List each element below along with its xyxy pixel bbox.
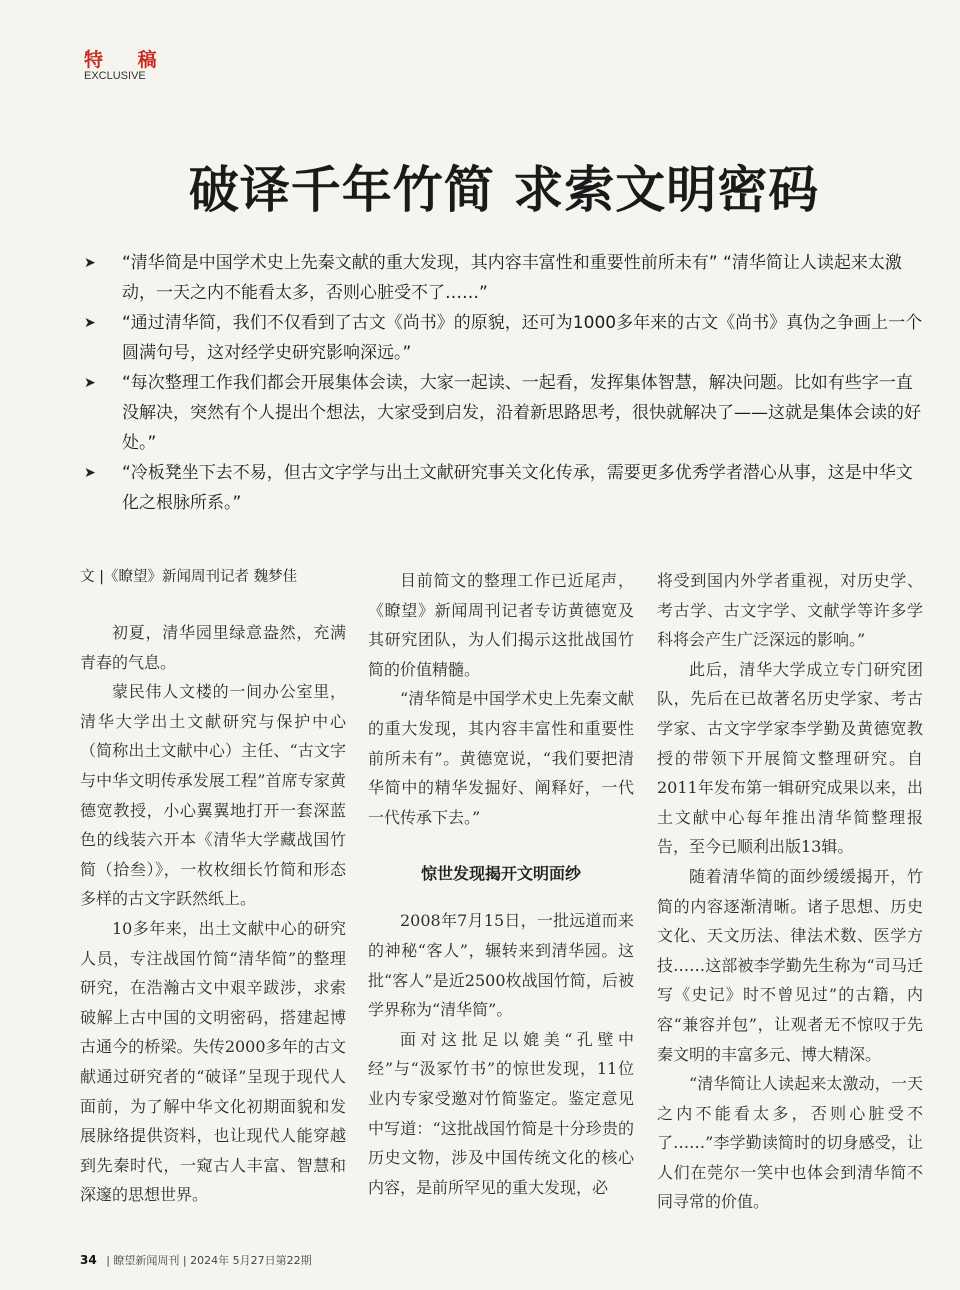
pull-quote — [84, 248, 926, 308]
paragraph: 将受到国内外学者重视，对历史学、考古学、古文字学、文献学等许多学科将会产生广泛深远的影响。” — [657, 571, 923, 650]
paragraph: 随着清华简的面纱缓缓揭开，竹简的内容逐渐清晰。诸子思想、历史文化、天文历法、律法术数、医学方技……这部被李学勤先生称为“司马迁写《史记》时不曾见过”的古籍，内容“兼容并包”，让观者无不惊叹于先秦文明的丰富多元、博大精深。 — [657, 866, 923, 1064]
section-subtitle: EXCLUSIVE — [84, 70, 146, 82]
paragraph: “清华简是中国学术史上先秦文献的重大发现，其内容丰富性和重要性前所未有”。黄德宽说，“我们要把清华简中的精华发掘好、阐释好，一代一代传承下去。” — [368, 689, 634, 827]
arrow-icon: ➤ — [84, 465, 96, 481]
paragraph: 初夏，清华园里绿意盎然，充满青春的气息。 — [80, 623, 346, 672]
quote-text: “每次整理工作我们都会开展集体会读，大家一起读、一起看，发挥集体智慧，解决问题。比如有些字一直没解决，突然有个人提出个想法，大家受到启发，沿着新思路思考，很快就解决了——这就是集体会读的好处。” — [122, 373, 921, 453]
arrow-icon: ➤ — [84, 375, 96, 391]
column-1 — [80, 566, 346, 1210]
arrow-icon: ➤ — [84, 255, 96, 271]
byline: 文 |《瞭望》新闻周刊记者 魏梦佳 — [80, 569, 298, 585]
page-number: 34 — [80, 1253, 97, 1267]
paragraph: “清华简让人读起来太激动，一天之内不能看太多，否则心脏受不了……”李学勤读简时的切身感受，让人们在莞尔一笑中也体会到清华简不同寻常的价值。 — [657, 1074, 923, 1212]
paragraph: 此后，清华大学成立专门研究团队，先后在已故著名历史学家、考古学家、古文字学家李学勤及黄德宽教授的带领下开展简文整理研究。自2011年发布第一辑研究成果以来，出土文献中心每年推出清华简整理报告，至今已顺利出版13辑。 — [657, 659, 923, 857]
paragraph: 面对这批足以媲美“孔壁中经”与“汲冢竹书”的惊世发现，11位业内专家受邀对竹简鉴定。鉴定意见中写道：“这批战国竹简是十分珍贵的历史文物，涉及中国传统文化的核心内容，是前所罕见的重大发现，必 — [368, 1029, 634, 1197]
column-3 — [657, 566, 923, 1217]
article-title: 破译千年竹简 求索文明密码 — [188, 161, 820, 219]
arrow-icon: ➤ — [84, 315, 96, 331]
paragraph: 目前简文的整理工作已近尾声，《瞭望》新闻周刊记者专访黄德宽及其研究团队，为人们揭示这批战国竹简的价值精髓。 — [368, 571, 634, 679]
paragraph: 10多年来，出土文献中心的研究人员，专注战国竹简“清华简”的整理研究，在浩瀚古文中艰辛跋涉，求索破解上古中国的文明密码，搭建起博古通今的桥梁。失传2000多年的古文献通过研究者的“破译”呈现于现代人面前，为了解中华文化初期面貌和发展脉络提供资料，也让现代人能穿越到先秦时代，一窥古人丰富、智慧和深邃的思想世界。 — [80, 918, 346, 1205]
pull-quote — [84, 458, 926, 518]
publication-info: | 瞭望新闻周刊 | 2024年 5月27日第22期 — [106, 1254, 312, 1267]
paragraph: 2008年7月15日，一批远道而来的神秘“客人”，辗转来到清华园。这批“客人”是近2500枚战国竹简，后被学界称为“清华简”。 — [368, 911, 634, 1020]
quote-text: “冷板凳坐下去不易，但古文字学与出土文献研究事关文化传承，需要更多优秀学者潜心从事，这是中华文化之根脉所系。” — [122, 463, 913, 513]
paragraph: 蒙民伟人文楼的一间办公室里，清华大学出土文献研究与保护中心（简称出土文献中心）主任、“古文字与中华文明传承发展工程”首席专家黄德宽教授，小心翼翼地打开一套深蓝色的线装六开本《清华大学藏战国竹简（拾叁）》，一枚枚细长竹简和形态多样的古文字跃然纸上。 — [80, 682, 346, 909]
column-2 — [368, 566, 634, 1202]
pull-quote — [84, 368, 926, 458]
pull-quote — [84, 308, 926, 368]
section-heading: 惊世发现揭开文明面纱 — [420, 864, 581, 884]
quote-text: “通过清华简，我们不仅看到了古文《尚书》的原貌，还可为1000多年来的古文《尚书》真伪之争画上一个圆满句号，这对经学史研究影响深远。” — [122, 313, 923, 363]
quote-text: “清华简是中国学术史上先秦文献的重大发现，其内容丰富性和重要性前所未有” “清华简让人读起来太激动，一天之内不能看太多，否则心脏受不了……” — [122, 253, 902, 303]
section-title: 特 稿 — [84, 49, 171, 71]
pull-quotes — [84, 248, 926, 518]
page-footer — [80, 1252, 312, 1268]
section-label — [84, 50, 171, 83]
